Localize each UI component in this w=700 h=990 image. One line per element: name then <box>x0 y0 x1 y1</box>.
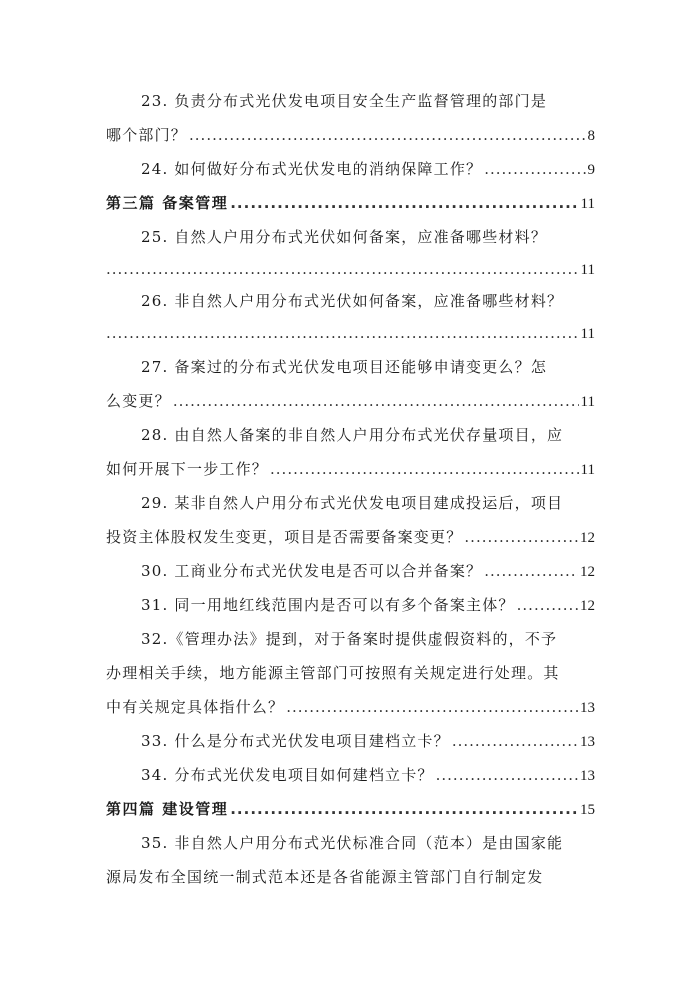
toc-entry-26[interactable] <box>106 290 595 358</box>
leader-dots <box>189 126 585 144</box>
page-number: 13 <box>580 700 595 716</box>
toc-entry-34[interactable] <box>106 764 595 798</box>
leader-dots <box>230 194 578 212</box>
toc-entry-text: 24. 如何做好分布式光伏发电的消纳保障工作？ <box>141 160 483 178</box>
leader-dots <box>484 562 578 580</box>
toc-entry-33[interactable] <box>106 730 595 764</box>
toc-section-3[interactable] <box>106 192 595 226</box>
page-number: 11 <box>580 196 595 212</box>
toc-entry-24[interactable] <box>106 158 595 192</box>
section-title: 第三篇 备案管理 <box>106 194 229 212</box>
toc-entry-text: 如何开展下一步工作？ <box>106 460 269 478</box>
toc-entry-text: 23. 负责分布式光伏发电项目安全生产监督管理的部门是 <box>141 92 548 110</box>
toc-entry-28[interactable] <box>106 424 595 492</box>
toc-entry-text: 31. 同一用地红线范围内是否可以有多个备案主体？ <box>141 596 515 614</box>
page-number: 13 <box>580 734 595 750</box>
toc-entry-30[interactable] <box>106 560 595 594</box>
toc-entry-27[interactable] <box>106 356 595 424</box>
toc-entry-31[interactable] <box>106 594 595 628</box>
leader-dots <box>464 528 578 546</box>
toc-entry-32[interactable] <box>106 628 595 730</box>
leader-dots <box>436 766 578 784</box>
page-number: 13 <box>580 768 595 784</box>
leader-dots <box>452 732 578 750</box>
toc-entry-text: 28. 由自然人备案的非自然人户用分布式光伏存量项目，应 <box>141 426 564 444</box>
toc-entry-text: 27. 备案过的分布式光伏发电项目还能够申请变更么？怎 <box>141 358 548 376</box>
toc-entry-23[interactable] <box>106 90 595 158</box>
page-number: 12 <box>580 564 595 580</box>
leader-dots <box>484 160 585 178</box>
toc-section-4[interactable] <box>106 798 595 832</box>
page-number: 15 <box>580 802 595 818</box>
section-title: 第四篇 建设管理 <box>106 800 229 818</box>
toc-entry-text: 投资主体股权发生变更，项目是否需要备案变更？ <box>106 528 463 546</box>
toc-entry-text: 35. 非自然人户用分布式光伏标准合同（范本）是由国家能 <box>141 834 564 852</box>
toc-entry-text: 哪个部门？ <box>106 126 188 144</box>
toc-entry-text: 32.《管理办法》提到，对于备案时提供虚假资料的，不予 <box>141 630 558 648</box>
page-number: 12 <box>580 530 595 546</box>
page-number: 8 <box>587 128 595 144</box>
toc-entry-text: 33. 什么是分布式光伏发电项目建档立卡？ <box>141 732 450 750</box>
toc-entry-text: 26. 非自然人户用分布式光伏如何备案，应准备哪些材料？ <box>141 292 564 310</box>
toc-entry-29[interactable] <box>106 492 595 560</box>
toc-entry-text: 34. 分布式光伏发电项目如何建档立卡？ <box>141 766 434 784</box>
toc-entry-35[interactable] <box>106 832 595 900</box>
leader-dots <box>106 324 579 342</box>
page-number: 12 <box>580 598 595 614</box>
leader-dots <box>173 392 579 410</box>
page-number: 9 <box>587 162 595 178</box>
page-number: 11 <box>580 326 595 342</box>
leader-dots <box>286 698 578 716</box>
toc-entry-text: 么变更？ <box>106 392 171 410</box>
toc-entry-text: 办理相关手续，地方能源主管部门可按照有关规定进行处理。其 <box>106 664 560 682</box>
leader-dots <box>230 800 578 818</box>
toc-entry-text: 29. 某非自然人户用分布式光伏发电项目建成投运后，项目 <box>141 494 564 512</box>
toc-entry-text: 源局发布全国统一制式范本还是各省能源主管部门自行制定发 <box>106 868 544 886</box>
toc-entry-text: 中有关规定具体指什么？ <box>106 698 285 716</box>
page-number: 11 <box>580 394 595 410</box>
page-number: 11 <box>580 262 595 278</box>
leader-dots <box>106 260 579 278</box>
leader-dots <box>517 596 578 614</box>
toc-entry-text: 25. 自然人户用分布式光伏如何备案，应准备哪些材料？ <box>141 228 548 246</box>
toc-entry-text: 30. 工商业分布式光伏发电是否可以合并备案？ <box>141 562 483 580</box>
page-number: 11 <box>580 462 595 478</box>
leader-dots <box>270 460 579 478</box>
toc-entry-25[interactable] <box>106 226 595 294</box>
